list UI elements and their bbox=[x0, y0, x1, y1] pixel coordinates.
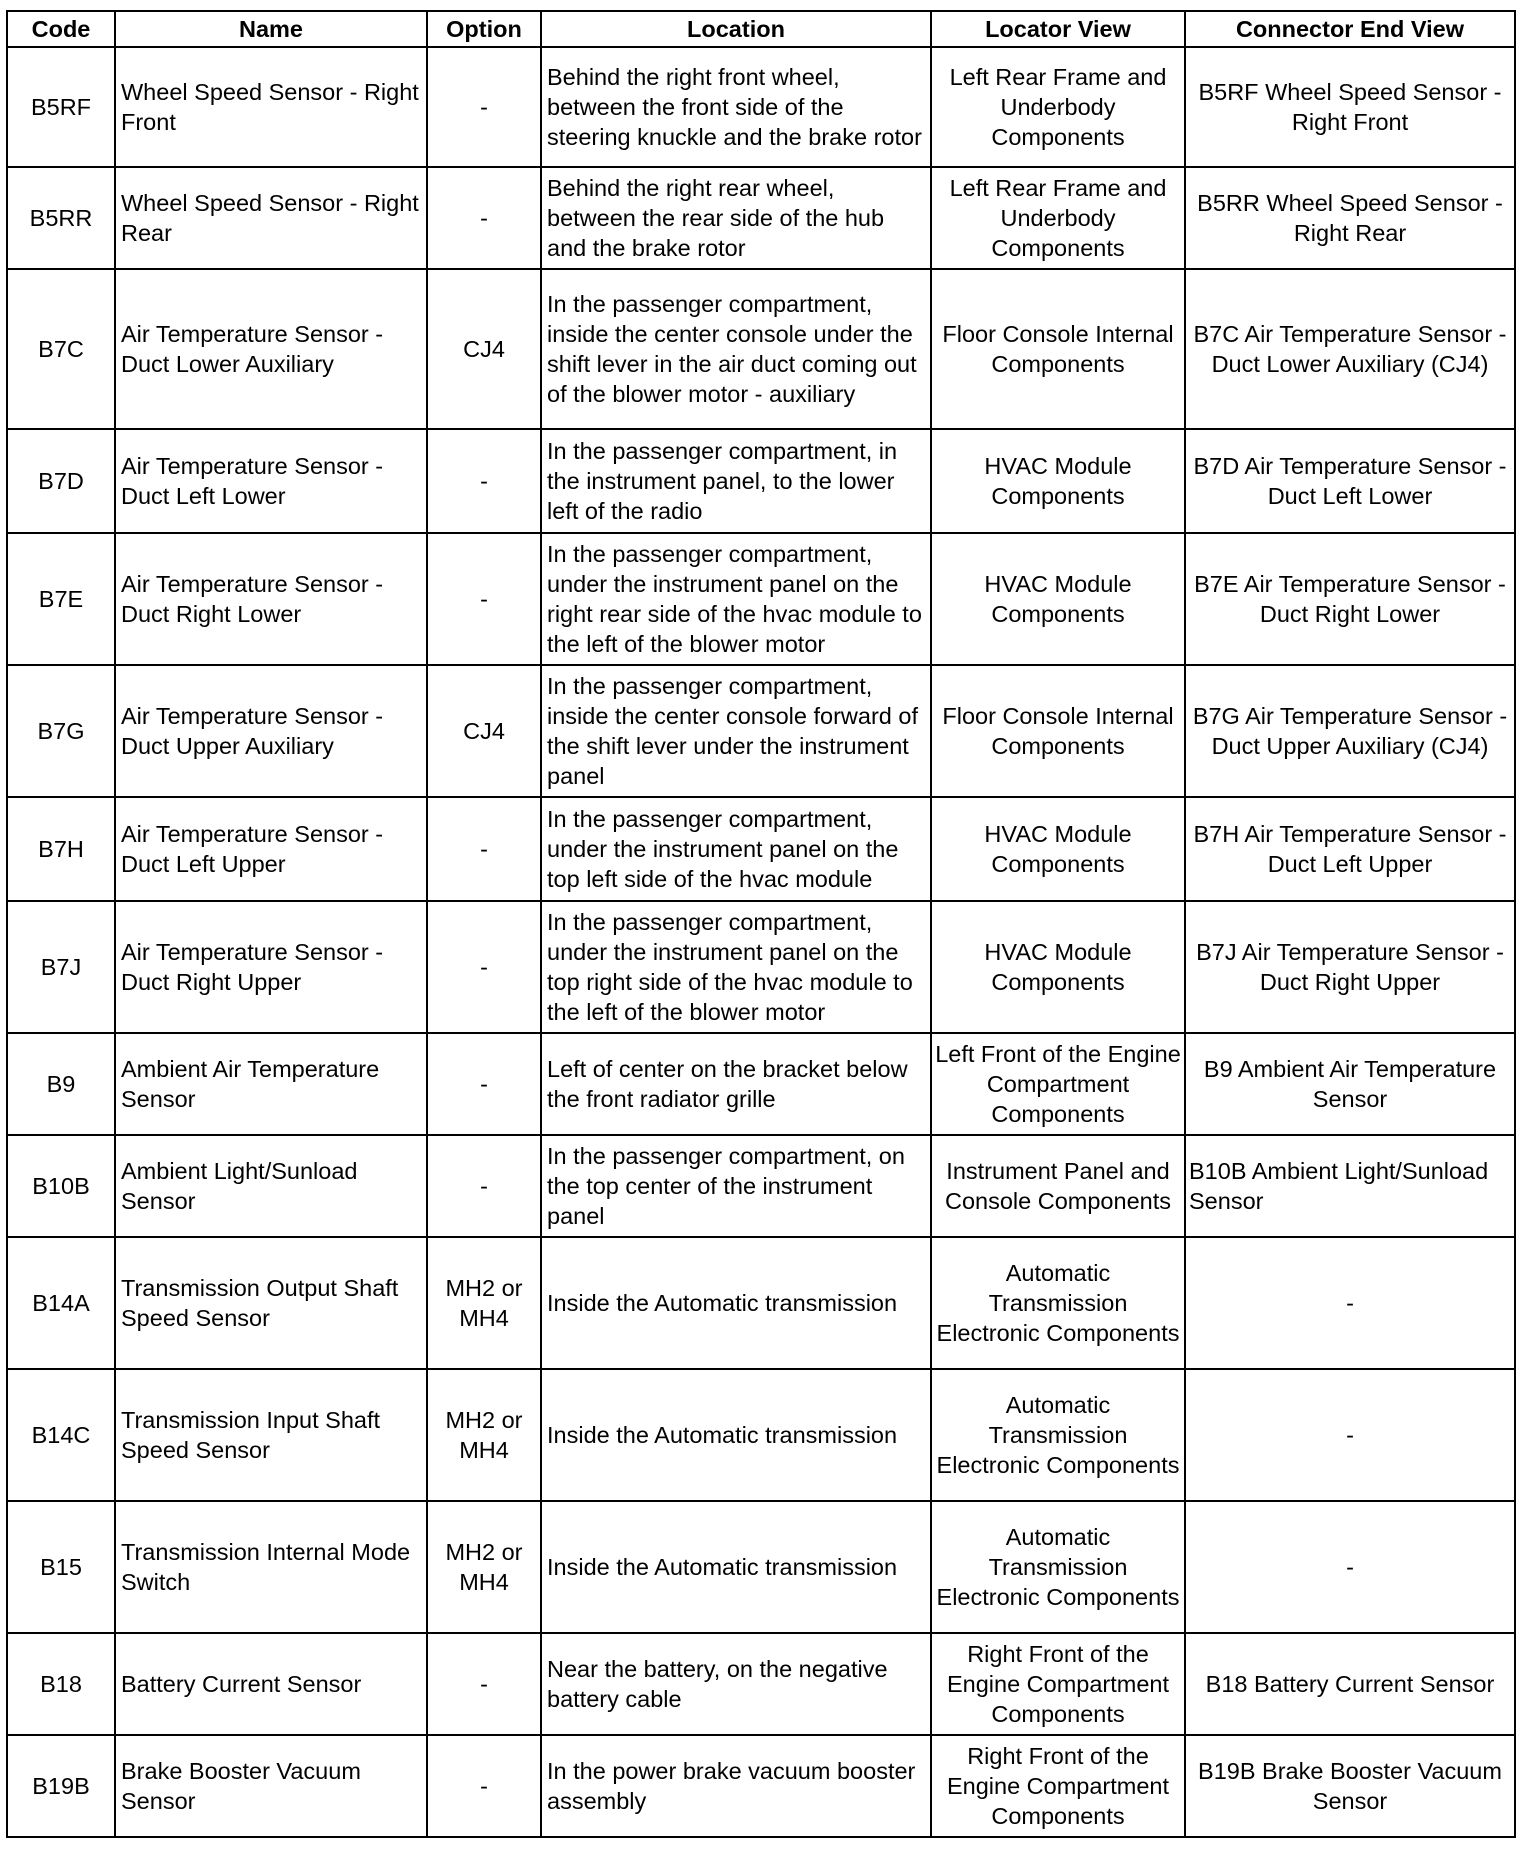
header-locator-view: Locator View bbox=[931, 11, 1185, 47]
cell-code: B5RF bbox=[7, 47, 115, 167]
cell-locator-view: Left Rear Frame and Underbody Components bbox=[931, 47, 1185, 167]
table-row bbox=[7, 429, 1515, 533]
table-row bbox=[7, 533, 1515, 665]
cell-name: Transmission Input Shaft Speed Sensor bbox=[115, 1369, 427, 1501]
cell-name: Ambient Light/Sunload Sensor bbox=[115, 1135, 427, 1237]
cell-location: In the passenger compartment, on the top center of the instrument panel bbox=[541, 1135, 931, 1237]
table-row bbox=[7, 797, 1515, 901]
cell-option: - bbox=[427, 167, 541, 269]
cell-locator-view: HVAC Module Components bbox=[931, 533, 1185, 665]
cell-code: B7C bbox=[7, 269, 115, 429]
cell-option: - bbox=[427, 533, 541, 665]
cell-locator-view: Floor Console Internal Components bbox=[931, 269, 1185, 429]
cell-location: Inside the Automatic transmission bbox=[541, 1237, 931, 1369]
cell-code: B14C bbox=[7, 1369, 115, 1501]
cell-location: Left of center on the bracket below the front radiator grille bbox=[541, 1033, 931, 1135]
cell-name: Transmission Output Shaft Speed Sensor bbox=[115, 1237, 427, 1369]
cell-locator-view: Automatic Transmission Electronic Components bbox=[931, 1501, 1185, 1633]
cell-option: - bbox=[427, 1033, 541, 1135]
cell-connector-end-view: - bbox=[1185, 1501, 1515, 1633]
cell-option: - bbox=[427, 1633, 541, 1735]
table-row bbox=[7, 1135, 1515, 1237]
cell-code: B7H bbox=[7, 797, 115, 901]
cell-location: In the passenger compartment, under the instrument panel on the top left side of the hvac module bbox=[541, 797, 931, 901]
cell-connector-end-view: B7J Air Temperature Sensor - Duct Right Upper bbox=[1185, 901, 1515, 1033]
cell-connector-end-view: B5RR Wheel Speed Sensor - Right Rear bbox=[1185, 167, 1515, 269]
table-row bbox=[7, 1237, 1515, 1369]
cell-location: In the passenger compartment, under the instrument panel on the top right side of the hvac module to the left of the blower motor bbox=[541, 901, 931, 1033]
cell-code: B9 bbox=[7, 1033, 115, 1135]
cell-code: B7J bbox=[7, 901, 115, 1033]
cell-option: CJ4 bbox=[427, 269, 541, 429]
cell-locator-view: Automatic Transmission Electronic Components bbox=[931, 1369, 1185, 1501]
cell-code: B5RR bbox=[7, 167, 115, 269]
cell-connector-end-view: B7D Air Temperature Sensor - Duct Left Lower bbox=[1185, 429, 1515, 533]
table-row bbox=[7, 1735, 1515, 1837]
cell-name: Transmission Internal Mode Switch bbox=[115, 1501, 427, 1633]
cell-name: Air Temperature Sensor - Duct Right Upper bbox=[115, 901, 427, 1033]
cell-option: - bbox=[427, 47, 541, 167]
cell-locator-view: HVAC Module Components bbox=[931, 429, 1185, 533]
cell-name: Ambient Air Temperature Sensor bbox=[115, 1033, 427, 1135]
cell-location: In the passenger compartment, under the instrument panel on the right rear side of the hvac module to the left of the blower motor bbox=[541, 533, 931, 665]
cell-connector-end-view: B9 Ambient Air Temperature Sensor bbox=[1185, 1033, 1515, 1135]
table-row bbox=[7, 665, 1515, 797]
cell-locator-view: Left Rear Frame and Underbody Components bbox=[931, 167, 1185, 269]
cell-option: MH2 or MH4 bbox=[427, 1369, 541, 1501]
cell-code: B10B bbox=[7, 1135, 115, 1237]
header-option: Option bbox=[427, 11, 541, 47]
component-locator-table-wrapper bbox=[6, 10, 1514, 1838]
cell-locator-view: Right Front of the Engine Compartment Components bbox=[931, 1633, 1185, 1735]
cell-name: Air Temperature Sensor - Duct Left Upper bbox=[115, 797, 427, 901]
table-row bbox=[7, 47, 1515, 167]
cell-name: Air Temperature Sensor - Duct Right Lower bbox=[115, 533, 427, 665]
cell-option: MH2 or MH4 bbox=[427, 1237, 541, 1369]
cell-connector-end-view: B19B Brake Booster Vacuum Sensor bbox=[1185, 1735, 1515, 1837]
cell-option: - bbox=[427, 1135, 541, 1237]
cell-name: Wheel Speed Sensor - Right Front bbox=[115, 47, 427, 167]
header-location: Location bbox=[541, 11, 931, 47]
table-row bbox=[7, 1369, 1515, 1501]
cell-name: Wheel Speed Sensor - Right Rear bbox=[115, 167, 427, 269]
cell-location: Behind the right front wheel, between the front side of the steering knuckle and the brake rotor bbox=[541, 47, 931, 167]
header-name: Name bbox=[115, 11, 427, 47]
cell-code: B7D bbox=[7, 429, 115, 533]
table-row bbox=[7, 1633, 1515, 1735]
table-row bbox=[7, 1033, 1515, 1135]
cell-code: B19B bbox=[7, 1735, 115, 1837]
cell-location: Inside the Automatic transmission bbox=[541, 1501, 931, 1633]
cell-connector-end-view: B7G Air Temperature Sensor - Duct Upper Auxiliary (CJ4) bbox=[1185, 665, 1515, 797]
cell-code: B7G bbox=[7, 665, 115, 797]
cell-connector-end-view: B5RF Wheel Speed Sensor - Right Front bbox=[1185, 47, 1515, 167]
cell-name: Battery Current Sensor bbox=[115, 1633, 427, 1735]
header-connector-end-view: Connector End View bbox=[1185, 11, 1515, 47]
cell-name: Air Temperature Sensor - Duct Left Lower bbox=[115, 429, 427, 533]
cell-location: In the passenger compartment, in the instrument panel, to the lower left of the radio bbox=[541, 429, 931, 533]
cell-locator-view: HVAC Module Components bbox=[931, 797, 1185, 901]
cell-name: Air Temperature Sensor - Duct Upper Auxiliary bbox=[115, 665, 427, 797]
cell-location: In the power brake vacuum booster assembly bbox=[541, 1735, 931, 1837]
cell-option: - bbox=[427, 1735, 541, 1837]
cell-locator-view: Instrument Panel and Console Components bbox=[931, 1135, 1185, 1237]
cell-option: - bbox=[427, 797, 541, 901]
table-row bbox=[7, 269, 1515, 429]
cell-location: Near the battery, on the negative battery cable bbox=[541, 1633, 931, 1735]
cell-location: In the passenger compartment, inside the center console under the shift lever in the air duct coming out of the blower motor - auxiliary bbox=[541, 269, 931, 429]
cell-code: B18 bbox=[7, 1633, 115, 1735]
table-row bbox=[7, 167, 1515, 269]
cell-locator-view: Automatic Transmission Electronic Components bbox=[931, 1237, 1185, 1369]
cell-option: MH2 or MH4 bbox=[427, 1501, 541, 1633]
cell-locator-view: Left Front of the Engine Compartment Components bbox=[931, 1033, 1185, 1135]
cell-connector-end-view: - bbox=[1185, 1237, 1515, 1369]
header-code: Code bbox=[7, 11, 115, 47]
cell-locator-view: HVAC Module Components bbox=[931, 901, 1185, 1033]
cell-connector-end-view: B7H Air Temperature Sensor - Duct Left Upper bbox=[1185, 797, 1515, 901]
cell-connector-end-view: B7C Air Temperature Sensor - Duct Lower Auxiliary (CJ4) bbox=[1185, 269, 1515, 429]
cell-locator-view: Right Front of the Engine Compartment Components bbox=[931, 1735, 1185, 1837]
cell-location: Behind the right rear wheel, between the rear side of the hub and the brake rotor bbox=[541, 167, 931, 269]
header-row bbox=[7, 11, 1515, 47]
cell-option: - bbox=[427, 429, 541, 533]
cell-name: Brake Booster Vacuum Sensor bbox=[115, 1735, 427, 1837]
cell-location: Inside the Automatic transmission bbox=[541, 1369, 931, 1501]
table-row bbox=[7, 1501, 1515, 1633]
cell-option: CJ4 bbox=[427, 665, 541, 797]
cell-code: B7E bbox=[7, 533, 115, 665]
cell-location: In the passenger compartment, inside the center console forward of the shift lever under the instrument panel bbox=[541, 665, 931, 797]
cell-name: Air Temperature Sensor - Duct Lower Auxiliary bbox=[115, 269, 427, 429]
cell-connector-end-view: B18 Battery Current Sensor bbox=[1185, 1633, 1515, 1735]
cell-option: - bbox=[427, 901, 541, 1033]
table-row bbox=[7, 901, 1515, 1033]
cell-code: B14A bbox=[7, 1237, 115, 1369]
cell-code: B15 bbox=[7, 1501, 115, 1633]
component-locator-table bbox=[6, 10, 1516, 1838]
cell-locator-view: Floor Console Internal Components bbox=[931, 665, 1185, 797]
cell-connector-end-view: B7E Air Temperature Sensor - Duct Right Lower bbox=[1185, 533, 1515, 665]
cell-connector-end-view: B10B Ambient Light/Sunload Sensor bbox=[1185, 1135, 1515, 1237]
cell-connector-end-view: - bbox=[1185, 1369, 1515, 1501]
